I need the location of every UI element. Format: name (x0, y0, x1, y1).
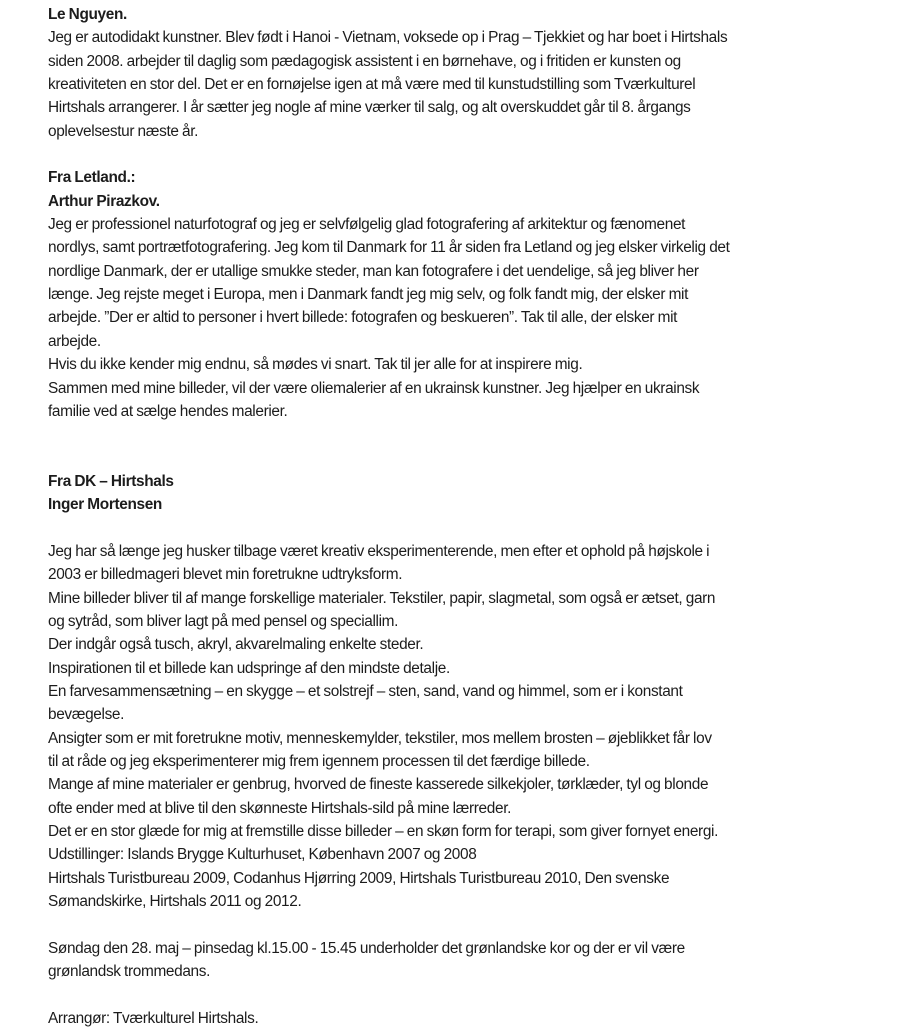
paragraph-line: Der indgår også tusch, akryl, akvarelmaling enkelte steder. (48, 636, 424, 654)
artist-section-inger-mortensen (48, 470, 898, 914)
origin-heading: Fra DK – Hirtshals (48, 472, 174, 490)
paragraph-line: arbejde. ”Der er altid to personer i hvert billede: fotografen og beskueren”. Tak til alle, der elsker mit (48, 309, 678, 327)
paragraph-line: og sytråd, som bliver lagt på med pensel og speciallim. (48, 612, 399, 630)
paragraph-line: Det er en stor glæde for mig at fremstille disse billeder – en skøn form for terapi, som giver fornyet energi. (48, 823, 719, 841)
paragraph-line: Hvis du ikke kender mig endnu, så mødes vi snart. Tak til jer alle for at inspirere mig. (48, 356, 583, 374)
paragraph-line: arbejde. (48, 332, 101, 350)
paragraph-line: oplevelsestur næste år. (48, 122, 199, 140)
paragraph-line: Mange af mine materialer er genbrug, hvorved de fineste kasserede silkekjoler, tørklæder, tyl og blonde (48, 776, 709, 794)
artist-section-le-nguyen (48, 3, 898, 143)
paragraph-line: Jeg er professionel naturfotograf og jeg er selvfølgelig glad fotografering af arkitektur og fænomenet (48, 216, 686, 234)
blank-line (48, 517, 898, 540)
event-info (48, 937, 898, 984)
document-page (48, 3, 898, 1030)
paragraph-line: længe. Jeg rejste meget i Europa, men i Danmark fandt jeg mig selv, og folk fandt mig, der elsker mit (48, 286, 689, 304)
blank-line (48, 143, 898, 166)
paragraph-line: nordlys, samt portrætfotografering. Jeg kom til Danmark for 11 år siden fra Letland og jeg elsker virkelig det (48, 239, 730, 257)
artist-name: Le Nguyen. (48, 6, 127, 23)
artist-name: Inger Mortensen (48, 496, 162, 514)
blank-line (48, 913, 898, 936)
paragraph-line: til at råde og jeg eksperimenterer mig frem igennem processen til det færdige billede. (48, 753, 590, 770)
paragraph-line: Inspirationen til et billede kan udspringe af den mindste detalje. (48, 659, 450, 677)
event-line: Søndag den 28. maj – pinsedag kl.15.00 - 15.45 underholder det grønlandske kor og der er vil være (48, 939, 685, 957)
paragraph-line: En farvesammensætning – en skygge – et solstrejf – sten, sand, vand og himmel, som er i konstant (48, 682, 683, 700)
blank-line (48, 447, 898, 470)
paragraph-line: bevægelse. (48, 706, 125, 724)
exhibitions-line: Sømandskirke, Hirtshals 2011 og 2012. (48, 893, 302, 911)
paragraph-line: Sammen med mine billeder, vil der være oliemalerier af en ukrainsk kunstner. Jeg hjælper en ukrainsk (48, 379, 700, 397)
artist-section-arthur-pirazkov (48, 166, 898, 423)
paragraph-line: Ansigter som er mit foretrukne motiv, menneskemylder, tekstiler, mos mellem brosten – øjeblikket får lov (48, 729, 712, 747)
organizer-line: Arrangør: Tværkulturel Hirtshals. (48, 1009, 259, 1027)
paragraph-line: nordlige Danmark, der er utallige smukke steder, man kan fotografere i det uendelige, så jeg bliver her (48, 262, 699, 280)
paragraph-line: ofte ender med at blive til den skønneste Hirtshals-sild på mine lærreder. (48, 799, 512, 817)
exhibitions-line: Udstillinger: Islands Brygge Kulturhuset, København 2007 og 2008 (48, 846, 477, 864)
blank-line (48, 983, 898, 1006)
paragraph-line: Hirtshals arrangerer. I år sætter jeg nogle af mine værker til salg, og alt overskuddet går til 8. årgangs (48, 99, 691, 117)
paragraph-line: familie ved at sælge hendes malerier. (48, 402, 288, 420)
paragraph-line: siden 2008. arbejder til daglig som pædagogisk assistent i en børnehave, og i fritiden er kunsten og (48, 52, 681, 70)
paragraph-line: Mine billeder bliver til af mange forskellige materialer. Tekstiler, papir, slagmetal, som også er ætset, garn (48, 589, 716, 607)
origin-heading: Fra Letland.: (48, 169, 136, 187)
artist-name: Arthur Pirazkov. (48, 192, 160, 210)
blank-line (48, 423, 898, 446)
paragraph-line: Jeg har så længe jeg husker tilbage været kreativ eksperimenterende, men efter et ophold på højskole i (48, 542, 710, 560)
event-line: grønlandsk trommedans. (48, 963, 211, 981)
paragraph-line: 2003 er billedmageri blevet min foretrukne udtryksform. (48, 566, 403, 584)
paragraph-line: Jeg er autodidakt kunstner. Blev født i Hanoi - Vietnam, voksede op i Prag – Tjekkiet og har boet i Hirtshals (48, 29, 728, 47)
exhibitions-line: Hirtshals Turistbureau 2009, Codanhus Hjørring 2009, Hirtshals Turistbureau 2010, Den svenske (48, 869, 670, 887)
paragraph-line: kreativiteten en stor del. Det er en fornøjelse igen at må være med til kunstudstilling som Tværkulturel (48, 76, 696, 94)
